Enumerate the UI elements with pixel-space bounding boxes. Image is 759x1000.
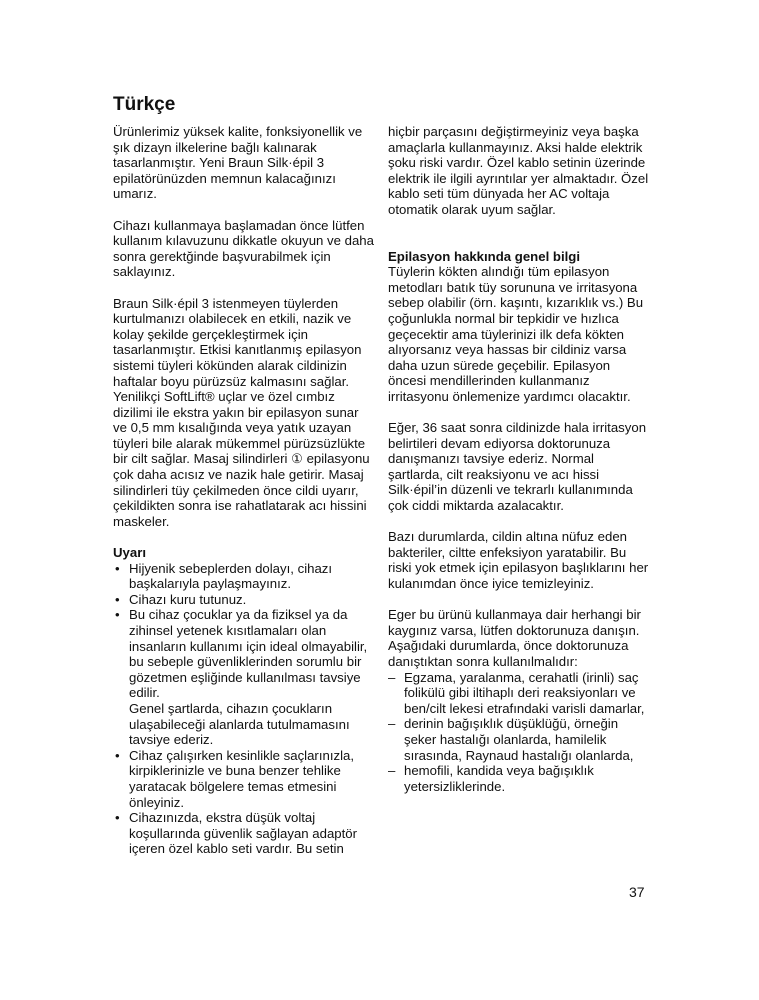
warning-item: • Cihaz çalışırken kesinlikle saçlarınızla, kirpiklerinizle ve buna benzer tehlike yaratacak bölgelere temas etmesini önleyiniz. — [113, 748, 375, 810]
conditions-list — [388, 670, 650, 795]
epilation-info-heading: Epilasyon hakkında genel bilgi — [388, 248, 580, 264]
left-column — [113, 124, 375, 857]
warning-item: • Cihazı kuru tutunuz. — [113, 592, 375, 608]
warning-list — [113, 561, 375, 857]
warning-item-note: Genel şartlarda, cihazın çocukların ulaşabileceği alanlarda tutulmamasını tavsiye ederiz. — [129, 700, 350, 748]
right-column — [388, 124, 650, 794]
condition-item: – Egzama, yaralanma, cerahatli (irinli) saç folikülü gibi iltihaplı deri reaksiyonları ve ben/cilt lekesi etrafındaki varisli damarlar, — [388, 670, 650, 717]
usage-paragraph: Cihazı kullanmaya başlamadan önce lütfen kullanım kılavuzunu dikkatle okuyun ve daha sonra gerektğinde başvurabilmek için saklayınız. — [113, 217, 374, 280]
epilation-info-paragraph: Tüylerin kökten alındığı tüm epilasyon metodları batık tüy sorununa ve irritasyona sebep olabilir (örn. kaşıntı, kızarıklık vs.) Bu çoğunlukla normal bir tepkidir ve hızlıca geçecektir ama tüylerinizi ilk defa kökten alıyorsanız veya hassas bir cildiniz varsa daha uzun sürede geçebilir. Epilasyon öncesi mendillerinden kullanmanız irritasyonu önlemenize yardımcı olacaktır. — [388, 264, 644, 404]
warning-item: • Hijyenik sebeplerden dolayı, cihazı başkalarıyla paylaşmayınız. — [113, 561, 375, 592]
warning-item: • Cihazınızda, ekstra düşük voltaj koşullarında güvenlik sağlayan adaptör içeren özel kablo seti vardır. Bu setin — [113, 810, 375, 857]
doctor-paragraph: Eger bu ürünü kullanmaya dair herhangi bir kaygınız varsa, lütfen doktorunuza danışın. Aşağıdaki durumlarda, önce doktorunuza danıştıktan sonra kullanılmalıdır: — [388, 607, 641, 669]
warning-item-text: • Bu cihaz çocuklar ya da fiziksel ya da zihinsel yetenek kısıtlamaları olan insanların kullanımı için ideal olmayabilir, bu sebeple güvenliklerinden sorumlu bir gözetmen eşliğinde kullanılması tavsiye edilir. — [129, 607, 368, 701]
warning-heading: Uyarı — [113, 545, 146, 561]
page-number: 37 — [629, 884, 645, 900]
warning-item — [113, 607, 375, 747]
irritation-paragraph: Eğer, 36 saat sonra cildinizde hala irritasyon belirtileri devam ediyorsa doktorunuza danışmanızı tavsiye ederiz. Normal şartlarda, cilt reaksiyonu ve acı hissi Silk·épil’in düzenli ve tekrarlı kullanımında çok ciddi miktarda azalacaktır. — [388, 420, 647, 514]
intro-paragraph: Ürünlerimiz yüksek kalite, fonksiyonellik ve şık dizayn ilkelerine bağlı kalınarak tasarlanmıştır. Yeni Braun Silk·épil 3 epilatörünüzden memnun kalacağınızı umarız. — [113, 124, 363, 202]
page-title: Türkçe — [113, 94, 176, 115]
condition-item: – derinin bağışıklık düşüklüğü, örneğin şeker hastalığı olanlarda, hamilelik sırasında, Raynaud hastalığı olanlarda, — [388, 716, 650, 763]
cable-set-paragraph: hiçbir parçasını değiştirmeyiniz veya başka amaçlarla kullanmayınız. Aksi halde elektrik şoku riski vardır. Özel kablo setinin üzerinde elektrik ile ilgili ayrıntılar yer almaktadır. Özel kablo seti tüm dünyada her AC voltaja otomatik olarak uyum sağlar. — [388, 124, 649, 217]
product-description-paragraph: Braun Silk·épil 3 istenmeyen tüylerden kurtulmanızı olabilecek en etkili, nazik ve kolay şekilde gerçekleştirmek için tasarlanmıştır. Etkisi kanıtlanmış epilasyon sistemi tüyleri kökünden alarak cildinizin haftalar boyu pürüzsüz kalmasını sağlar. Yenilikçi SoftLift® uçlar ve özel cımbız dizilimi ile ekstra yakın bir epilasyon sunar ve 0,5 mm kısalığında veya yatık uzayan tüyleri bile alarak mükemmel pürüzsüzlükte bir cilt sağlar. Masaj silindirleri ① epilasyonu çok daha acısız ve nazik hale getirir. Masaj silindirleri tüy çekilmeden önce cildi uyarır, çekildikten sonra ise rahatlatarak acı hissini maskeler. — [113, 295, 370, 529]
bacteria-paragraph: Bazı durumlarda, cildin altına nüfuz eden bakteriler, ciltte enfeksiyon yaratabilir. Bu riski yok etmek için epilasyon başlıklarını her kulanımdan önce iyice temizleyiniz. — [388, 529, 649, 592]
condition-item: – hemofili, kandida veya bağışıklık yetersizliklerinde. — [388, 763, 650, 794]
